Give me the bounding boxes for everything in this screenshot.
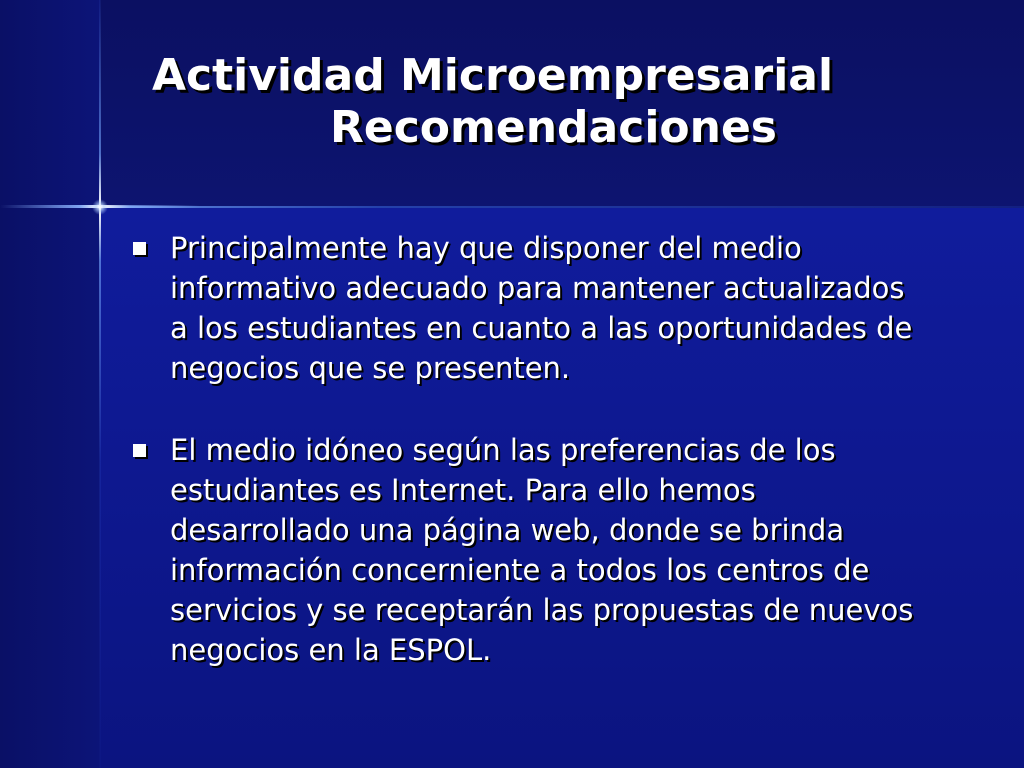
- slide-title-line-2: Recomendaciones: [330, 102, 777, 153]
- sparkle-vertical-line: [99, 0, 101, 768]
- sparkle-star-icon: [92, 199, 108, 215]
- bullet-list: [130, 228, 930, 712]
- header-divider-line: [100, 206, 1024, 208]
- bullet-text: El medio idóneo según las preferencias de los estudiantes es Internet. Para ello hemos desarrollado una página web, donde se brinda información concerniente a todos los centros de servicios y se receptarán las propuestas de nuevos negocios en la ESPOL.: [170, 433, 914, 667]
- left-strip: [0, 0, 100, 768]
- bullet-item: [130, 228, 930, 388]
- bullet-item: [130, 430, 930, 670]
- bullet-text: Principalmente hay que disponer del medio informativo adecuado para mantener actualizados a los estudiantes en cuanto a las oportunidades de negocios que se presenten.: [170, 231, 913, 385]
- slide-title-line-1: Actividad Microempresarial: [152, 50, 834, 101]
- square-bullet-icon: [133, 444, 146, 457]
- square-bullet-icon: [133, 242, 146, 255]
- slide-title: [150, 50, 970, 154]
